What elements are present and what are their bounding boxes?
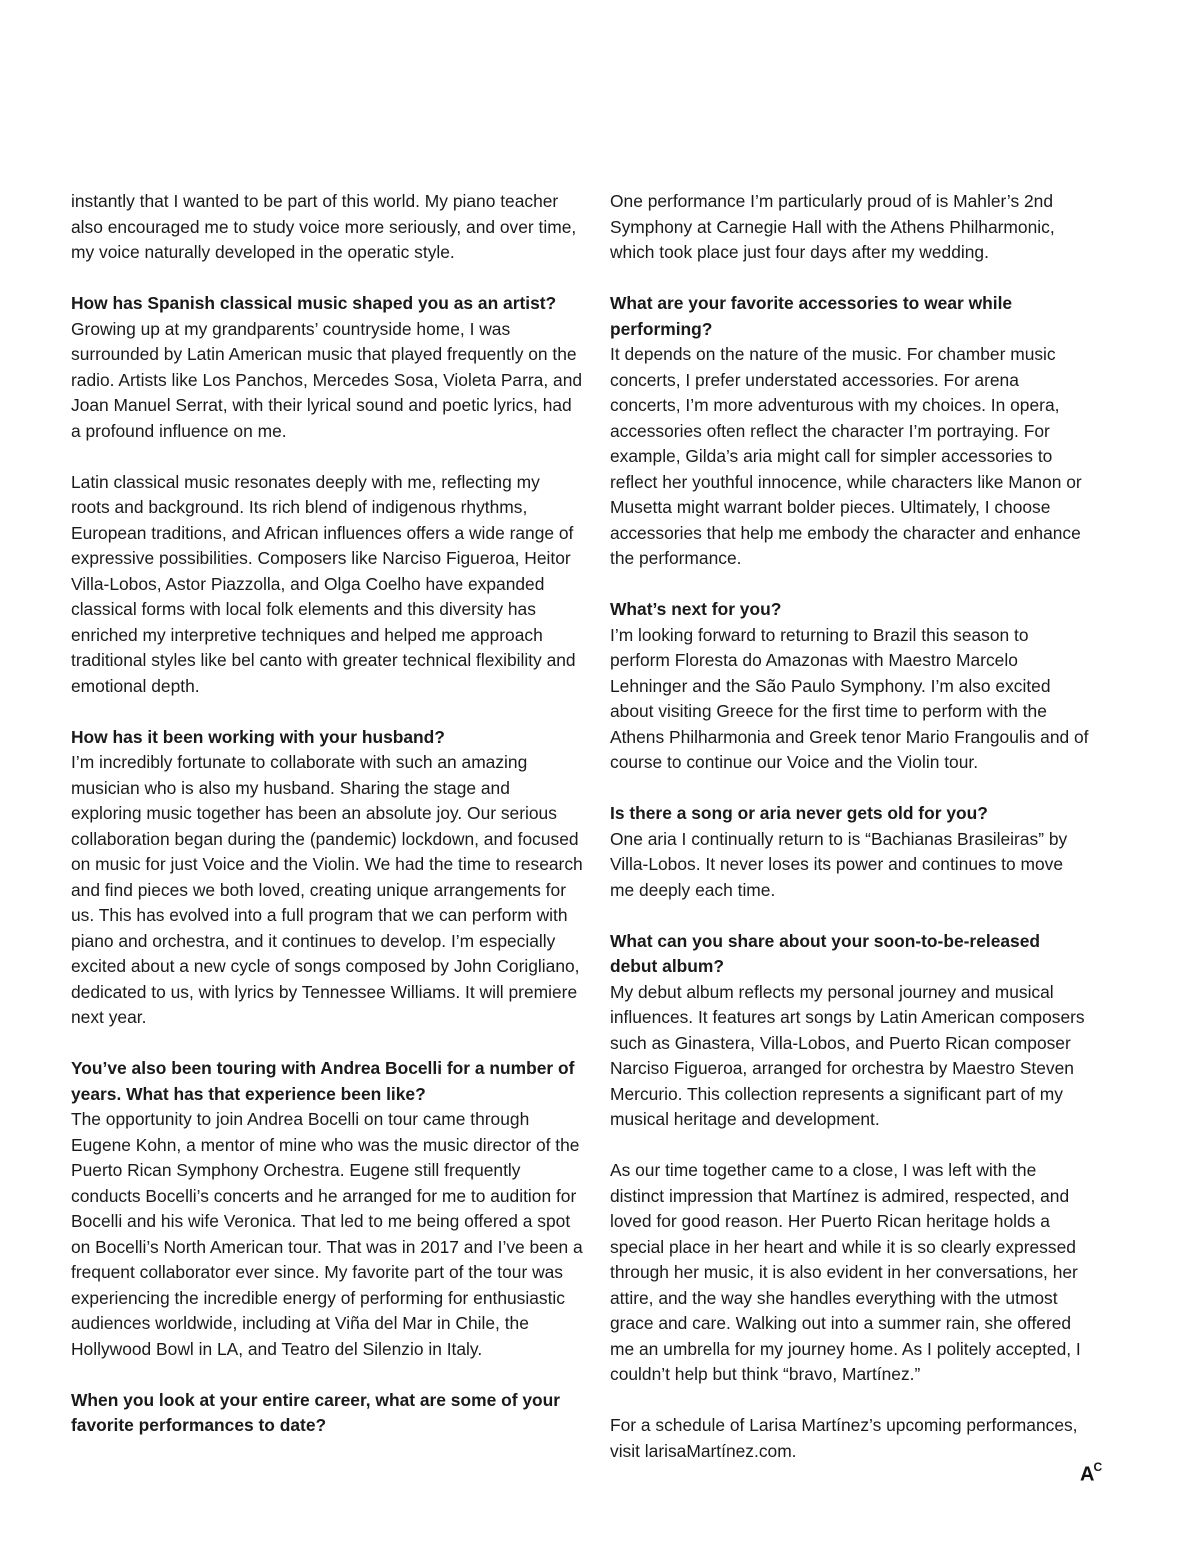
left-column [71, 189, 583, 1439]
answer-whats-next: I’m looking forward to returning to Brazil this season to perform Floresta do Amazonas with Maestro Marcelo Lehninger and the São Paulo Symphony. I’m also excited about visiting Greece for the first time to perform with the Athens Philharmonia and Greek tenor Mario Frangoulis and of course to continue our Voice and the Violin tour. [610, 624, 1089, 772]
question-accessories: What are your favorite accessories to wear while performing? [610, 293, 1013, 339]
answer-career: One performance I’m particularly proud of is Mahler’s 2nd Symphony at Carnegie Hall with the Athens Philharmonic, which took place just four days after my wedding. [610, 191, 1055, 262]
answer-debut-album: My debut album reflects my personal journey and musical influences. It features art songs by Latin American composers such as Ginastera, Villa-Lobos, and Puerto Rican composer Narciso Figueroa, arranged for orchestra by Maestro Steven Mercurio. This collection represents a significant part of my musical heritage and development. [610, 981, 1085, 1129]
answer-bocelli: The opportunity to join Andrea Bocelli on tour came through Eugene Kohn, a mentor of mine who was the music director of the Puerto Rican Symphony Orchestra. Eugene still frequently conducts Bocelli’s concerts and he arranged for me to audition for Bocelli and his wife Veronica. That led to me being offered a spot on Bocelli’s North American tour. That was in 2017 and I’ve been a frequent collaborator ever since. My favorite part of the tour was experiencing the incredible energy of performing for enthusiastic audiences worldwide, including at Viña del Mar in Chile, the Hollywood Bowl in LA, and Teatro del Silenzio in Italy. [71, 1109, 583, 1359]
question-whats-next: What’s next for you? [610, 599, 782, 619]
answer-husband: I’m incredibly fortunate to collaborate with such an amazing musician who is also my husband. Sharing the stage and exploring music together has been an absolute joy. Our serious collaboration began during the (pandemic) lockdown, and focused on music for just Voice and the Violin. We had the time to research and find pieces we both loved, creating unique arrangements for us. This has evolved into a full program that we can perform with piano and orchestra, and it continues to develop. I’m especially excited about a new cycle of songs composed by John Corigliano, dedicated to us, with lyrics by Tennessee Williams. It will premiere next year. [71, 752, 583, 1027]
question-bocelli: You’ve also been touring with Andrea Bocelli for a number of years. What has that experience been like? [71, 1058, 575, 1104]
answer-accessories: It depends on the nature of the music. For chamber music concerts, I prefer understated accessories. For arena concerts, I’m more adventurous with my choices. In opera, accessories often reflect the character I’m portraying. For example, Gilda’s aria might call for simpler accessories to reflect her youthful innocence, while characters like Manon or Musetta might warrant bolder pieces. Ultimately, I choose accessories that help me embody the character and enhance the performance. [610, 344, 1082, 568]
question-career: When you look at your entire career, what are some of your favorite performances to date? [71, 1389, 561, 1435]
question-spanish-music: How has Spanish classical music shaped you as an artist? [71, 293, 557, 313]
schedule-note: For a schedule of Larisa Martínez’s upcoming performances, visit larisaMartínez.com. [610, 1415, 1078, 1461]
intro-continuation: instantly that I wanted to be part of this world. My piano teacher also encouraged me to study voice more seriously, and over time, my voice naturally developed in the operatic style. [71, 191, 577, 262]
question-debut-album: What can you share about your soon-to-be-released debut album? [610, 930, 1041, 976]
question-husband: How has it been working with your husband? [71, 726, 445, 747]
answer-spanish-music-1: Growing up at my grandparents’ countryside home, I was surrounded by Latin American music that played frequently on the radio. Artists like Los Panchos, Mercedes Sosa, Violeta Parra, and Joan Manuel Serrat, with their lyrical sound and poetic lyrics, had a profound influence on me. [71, 318, 583, 441]
logo-superscript-letter: C [1093, 1460, 1102, 1474]
closing-paragraph: As our time together came to a close, I was left with the distinct impression that Martínez is admired, respected, and loved for good reason. Her Puerto Rican heritage holds a special place in her heart and while it is so clearly expressed through her music, it is also evident in her conversations, her attire, and the way she handles everything with the utmost grace and care. Walking out into a summer rain, she offered me an umbrella for my journey home. As I politely accepted, I couldn’t help but think “bravo, Martínez.” [610, 1160, 1081, 1384]
logo-main-letter: A [1080, 1463, 1094, 1486]
answer-spanish-music-2: Latin classical music resonates deeply with me, reflecting my roots and background. Its rich blend of indigenous rhythms, European traditions, and African influences offers a wide range of expressive possibilities. Composers like Narciso Figueroa, Heitor Villa-Lobos, Astor Piazzolla, and Olga Coelho have expanded classical forms with local folk elements and this diversity has enriched my interpretive techniques and helped me approach traditional styles like bel canto with greater technical flexibility and emotional depth. [71, 471, 576, 696]
right-column [610, 189, 1090, 1464]
question-favorite-aria: Is there a song or aria never gets old for you? [610, 803, 988, 823]
magazine-logo [1080, 1462, 1101, 1487]
answer-favorite-aria: One aria I continually return to is “Bachianas Brasileiras” by Villa-Lobos. It never loses its power and continues to move me deeply each time. [610, 828, 1068, 900]
